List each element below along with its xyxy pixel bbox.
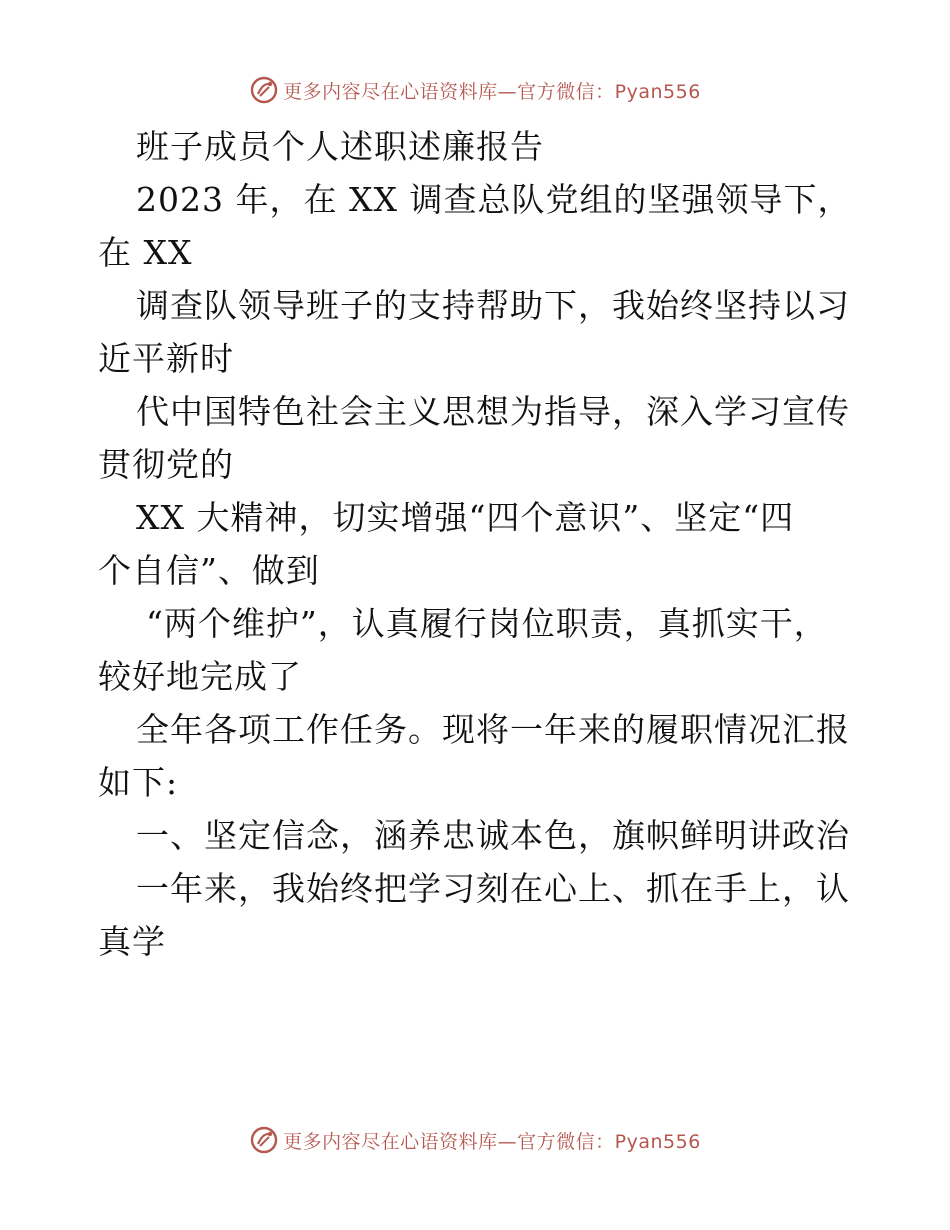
paragraph-line: 如下: (98, 763, 179, 802)
paragraph-line: 调查队领导班子的支持帮助下，我始终坚持以习 (136, 286, 850, 325)
footer-banner-text: 更多内容尽在心语资料库—官方微信：Pyan556 (283, 1130, 701, 1153)
paragraph-line: 真学 (98, 922, 166, 961)
paragraph-line: 2023 年，在 XX 调查总队党组的坚强领导下， (136, 180, 852, 219)
header-banner (0, 70, 950, 110)
paragraph-line: 近平新时 (98, 339, 234, 378)
paragraph-line: 个自信”、做到 (98, 551, 320, 590)
document-body (98, 120, 858, 968)
paragraph-line: 代中国特色社会主义思想为指导，深入学习宣传 (136, 392, 850, 431)
paragraph-line: 全年各项工作任务。现将一年来的履职情况汇报 (136, 710, 850, 749)
paragraph-line: 较好地完成了 (98, 657, 302, 696)
paragraph-line: 在 XX (98, 233, 193, 272)
footer-banner (0, 1120, 950, 1160)
section-heading: 一、坚定信念，涵养忠诚本色，旗帜鲜明讲政治 (136, 816, 850, 855)
paragraph-line: XX 大精神，切实增强“四个意识”、坚定“四 (136, 498, 795, 537)
logo-icon (249, 75, 279, 105)
paragraph-line: 一年来，我始终把学习刻在心上、抓在手上，认 (136, 869, 850, 908)
paragraph-line: 贯彻党的 (98, 445, 234, 484)
paragraph-line: “两个维护”，认真履行岗位职责，真抓实干， (146, 604, 828, 643)
header-banner-text: 更多内容尽在心语资料库—官方微信：Pyan556 (283, 80, 701, 103)
logo-icon (249, 1125, 279, 1155)
document-title: 班子成员个人述职述廉报告 (136, 127, 544, 166)
